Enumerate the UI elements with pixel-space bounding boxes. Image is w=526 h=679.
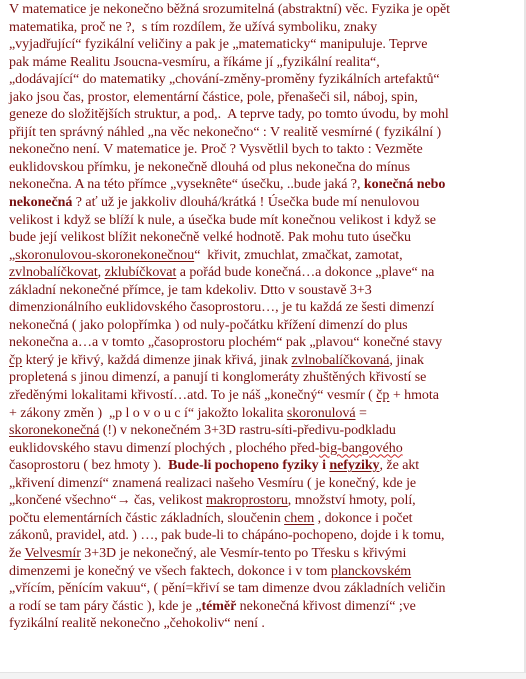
text-line: [9, 54, 521, 72]
text-line: [9, 352, 521, 370]
text-run: + zákony změn ) „p l o v o u c í“ jakožto lokalita: [9, 405, 287, 421]
text-run: , jinak: [389, 352, 424, 368]
text-run: , že akt: [379, 458, 420, 474]
text-line: [9, 212, 521, 230]
text-line: [9, 159, 521, 177]
text-line: [9, 387, 521, 405]
text-run: „vyjadřující“ fyzikální veličiny a pak je „matematicky“ manipuluje. Teprve: [9, 37, 428, 53]
text-line: [9, 71, 521, 89]
text-run: + hmota: [389, 388, 439, 404]
text-run: zředěnými lokalitami křivostí…atd. To je náš „konečný“ vesmír (: [9, 388, 377, 404]
text-run: matematika, proč ne ?, s tím rozdílem, že užívá symboliku, znaky: [9, 19, 378, 35]
text-line: [9, 299, 521, 317]
text-run: nekonečná: [9, 195, 73, 211]
text-run: =: [355, 405, 367, 421]
text-run: big-bangového: [319, 440, 403, 456]
text-line: [9, 264, 521, 282]
text-line: [9, 615, 521, 633]
text-run: fyzikální realitě nekonečno „čehokoliv“ není .: [9, 616, 265, 632]
text-line: [9, 176, 521, 194]
text-run: makroprostoru: [206, 493, 288, 509]
text-run: „vřícím, pěnícím vakuu“, ( pění=křiví se tam dimenze dvou základních veličin: [9, 581, 446, 597]
text-line: [9, 141, 521, 159]
text-run: , množství hmoty, polí,: [287, 493, 416, 509]
text-run: euklidovského stavu dimenzí plochých , plochého před-: [9, 440, 320, 456]
text-run: ? ať už je jakkoliv dlouhá/krátká ! Úsečka bude mí nenulovou: [72, 195, 420, 211]
text-run: přijít ten správný náhled „na věc nekonečno“ : V realitě vesmírné ( fyzikální ): [9, 124, 442, 140]
text-run: , dokonce i počet: [314, 510, 413, 526]
text-run: “ křivit, zmuchlat, zmačkat, zamotat,: [194, 247, 403, 263]
text-run: propletená s jinou dimenzí, a panují ti konglomeráty zhuštěných křivostí se: [9, 370, 427, 386]
text-line: [9, 89, 521, 107]
text-run: nekonečná křivost dimenzí“ ;ve: [236, 598, 416, 614]
text-run: euklidovskou přímku, je nekonečně dlouhá od plus nekonečna do mínus: [9, 159, 411, 175]
text-line: [9, 282, 521, 300]
text-line: [9, 598, 521, 616]
text-line: [9, 545, 521, 563]
text-line: [9, 247, 521, 265]
text-run: dimenzemi je konečný ve všech faktech, dokonce i v tom: [9, 563, 331, 579]
text-run: časoprostoru ( bez hmoty ).: [9, 458, 169, 474]
text-run: Bude-li pochopeno fyziky i: [168, 458, 330, 474]
text-run: „dodávající“ do matematiky „chování-změny-proměny fyzikálních artefaktů“: [9, 72, 440, 88]
text-run: jako jsou čas, prostor, elementární částice, pole, přenašeči sil, náboj, spin,: [9, 89, 418, 105]
text-line: [9, 36, 521, 54]
text-line: [9, 1, 521, 19]
text-line: [9, 492, 521, 510]
text-run: zákonů, pravidel, atd. ) …, pak bude-li to chápáno-pochopeno, dojde i k tomu,: [9, 528, 445, 544]
text-line: [9, 527, 521, 545]
text-run: pak máme Realitu Jsoucna-vesmíru, a říkáme jí „fyzikální realita“,: [9, 54, 380, 70]
text-line: [9, 510, 521, 528]
text-run: (!) v nekonečném 3+3D rastru-síti-předivu-podkladu: [99, 423, 396, 439]
text-line: [9, 194, 521, 212]
text-run: dimenzionálního euklidovského časoprostoru…, je tu každá ze šesti dimenzí: [9, 300, 435, 316]
text-run: „končené všechno“→ čas, velikost: [9, 493, 207, 509]
text-run: bude její velikost blížit nekonečně velké hodnotě. Pak mohu tuto úsečku: [9, 230, 411, 246]
text-line: [9, 19, 521, 37]
text-run: a pořád bude konečná…a dokonce „plave“ na: [176, 265, 435, 281]
text-run: nekonečná ( jako polopřímka ) od nuly-počátku křížení dimenzí do plus: [9, 317, 408, 333]
text-run: Velvesmír: [24, 545, 81, 561]
text-run: chem: [284, 510, 315, 526]
text-run: čp: [376, 388, 390, 404]
text-run: čp: [9, 352, 23, 368]
text-run: nekonečna a…a v tomto „časoprostoru plochém“ pak „plavou“ konečné stavy: [9, 335, 443, 351]
text-run: 3+3D je nekonečný, ale Vesmír-tento po Třesku s křivými: [80, 545, 407, 561]
text-line: [9, 334, 521, 352]
text-run: skoronulová: [286, 405, 356, 421]
text-run: „: [9, 247, 16, 263]
text-line: [9, 457, 521, 475]
text-run: skoronulovou-skoronekonečnou: [15, 247, 195, 263]
page-bottom-edge: [0, 672, 526, 679]
text-run: téměř: [201, 598, 237, 614]
text-line: [9, 124, 521, 142]
text-run: konečná nebo: [363, 177, 446, 193]
text-line: [9, 475, 521, 493]
text-run: ,: [97, 265, 105, 281]
text-line: [9, 369, 521, 387]
text-run: zvlnobalíčkovaná: [291, 352, 390, 368]
text-run: a rodí se tam páry částic ), kde je „: [9, 598, 202, 614]
text-run: „křivení dimenzí“ znamená realizaci našeho Vesmíru ( je konečný, kde je: [9, 475, 417, 491]
text-run: že: [9, 545, 25, 561]
text-line: [9, 405, 521, 423]
text-run: zklubíčkovat: [104, 265, 177, 281]
text-line: [9, 229, 521, 247]
text-line: [9, 440, 521, 458]
text-run: počtu elementárních částic základních, sloučenin: [9, 510, 285, 526]
text-run: planckovském: [330, 563, 412, 579]
text-run: zvlnobalíčkovat: [9, 265, 98, 281]
text-line: [9, 106, 521, 124]
text-run: nefyziky: [329, 458, 380, 474]
text-run: který je křivý, každá dimenze jinak křivá, jinak: [22, 352, 292, 368]
text-run: velikost i když se blíží k nule, a úsečka bude mít konečnou velikost i když se: [9, 212, 436, 228]
text-run: nekonečna. A na této přímce „vyseknête“ úsečku, ..bude jaká ?,: [9, 177, 364, 193]
text-run: základní nekonečné přímce, je tam kdekoliv. Dtto v soustavě 3+3: [9, 282, 372, 298]
text-line: [9, 422, 521, 440]
text-run: geneze do složitějších struktur, a pod,. A teprve tady, po tomto úvodu, by mohl: [9, 107, 449, 123]
text-line: [9, 580, 521, 598]
text-run: nekonečno není. V matematice je. Proč ? Vysvětlil bych to takto : Vezměte: [9, 142, 423, 158]
text-line: [9, 317, 521, 335]
text-line: [9, 563, 521, 581]
text-run: skoronekonečná: [9, 423, 100, 439]
document-body[interactable]: [9, 1, 521, 633]
text-run: V matematice je nekonečno běžná srozumitelná (abstraktní) věc. Fyzika je opět: [9, 2, 450, 17]
